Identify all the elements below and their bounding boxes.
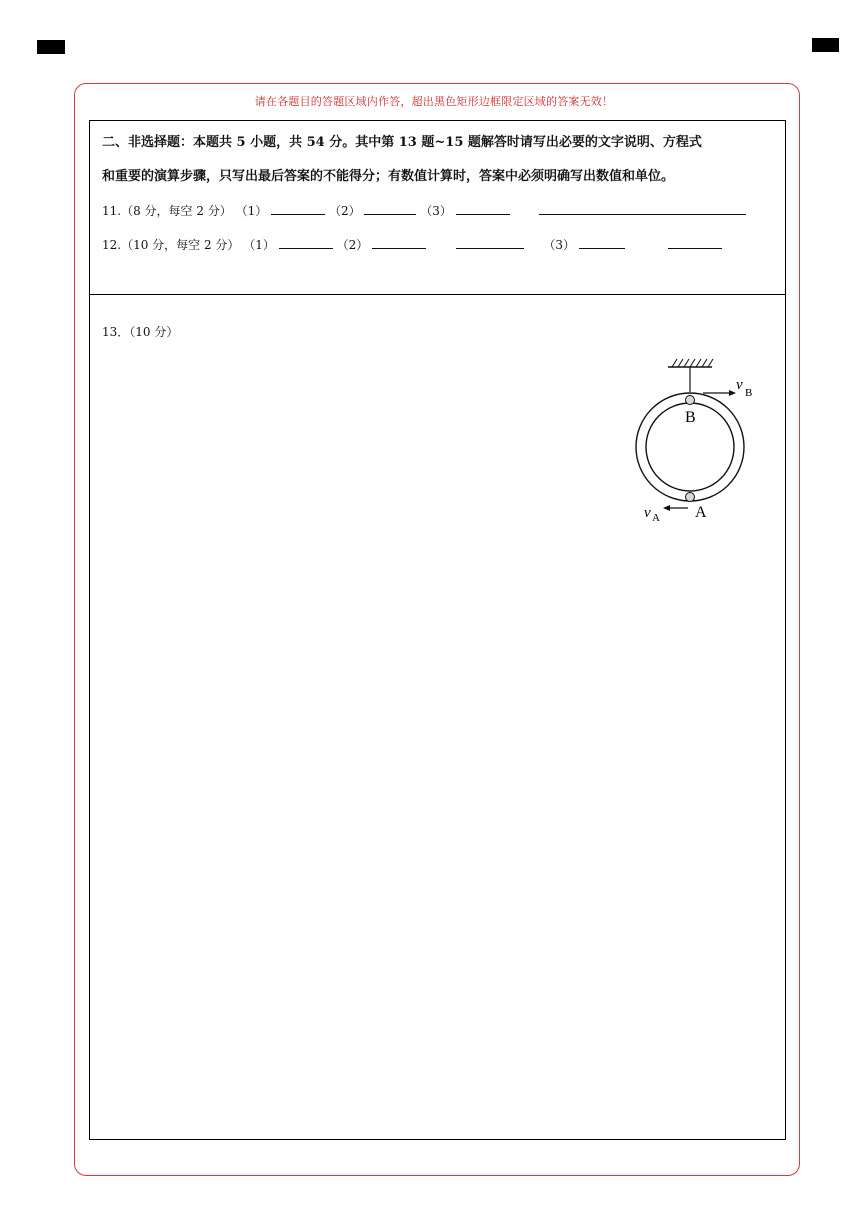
q12-blank2-label: （2） bbox=[336, 238, 369, 252]
q11-blank-2[interactable] bbox=[364, 202, 416, 215]
point-a-label: A bbox=[695, 504, 707, 521]
q11-blank-1[interactable] bbox=[271, 202, 325, 215]
q11-row bbox=[102, 202, 746, 220]
q12-blank-3a[interactable] bbox=[579, 236, 625, 249]
q12-label: 12.（10 分，每空 2 分） bbox=[102, 238, 240, 252]
q11-blank1-label: （1） bbox=[235, 204, 268, 218]
ring-diagram bbox=[628, 355, 768, 530]
velocity-b-subscript: B bbox=[745, 387, 753, 399]
q12-blank-2a[interactable] bbox=[372, 236, 426, 249]
bead-a bbox=[686, 493, 695, 502]
bead-b bbox=[686, 396, 695, 405]
point-b-label: B bbox=[685, 409, 696, 426]
q12-blank3-label: （3） bbox=[543, 238, 575, 252]
q11-label: 11.（8 分，每空 2 分） bbox=[102, 204, 232, 218]
q11-blank-3a[interactable] bbox=[456, 202, 510, 215]
q12-blank-1[interactable] bbox=[279, 236, 333, 249]
registration-mark-top-right bbox=[812, 38, 839, 52]
q12-row bbox=[102, 236, 722, 254]
section-intro-line-2: 和重要的演算步骤，只写出最后答案的不能得分；有数值计算时，答案中必须明确写出数值和单位。 bbox=[102, 169, 675, 184]
section-intro-line-1: 二、非选择题：本题共 5 小题，共 54 分。其中第 13 题~15 题解答时请写出必要的文字说明、方程式 bbox=[102, 135, 702, 150]
q12-blank-3b[interactable] bbox=[668, 236, 722, 249]
answer-area-notice: 请在各题目的答题区域内作答，超出黑色矩形边框限定区域的答案无效！ bbox=[254, 95, 614, 108]
q12-blank-2b[interactable] bbox=[456, 236, 524, 249]
velocity-b-label: v bbox=[736, 377, 743, 393]
q12-blank1-label: （1） bbox=[243, 238, 275, 252]
registration-mark-top-left bbox=[37, 40, 65, 54]
q11-blank-3b[interactable] bbox=[539, 202, 746, 215]
arrow-vb-icon bbox=[703, 390, 736, 396]
ceiling-support-icon bbox=[668, 359, 713, 367]
velocity-a-subscript: A bbox=[652, 512, 660, 524]
q11-blank2-label: （2） bbox=[328, 204, 361, 218]
q11-blank3-label: （3） bbox=[420, 204, 452, 218]
velocity-a-label: v bbox=[644, 505, 651, 521]
q13-label: 13．（10 分） bbox=[102, 325, 179, 339]
arrow-va-icon bbox=[663, 505, 688, 511]
